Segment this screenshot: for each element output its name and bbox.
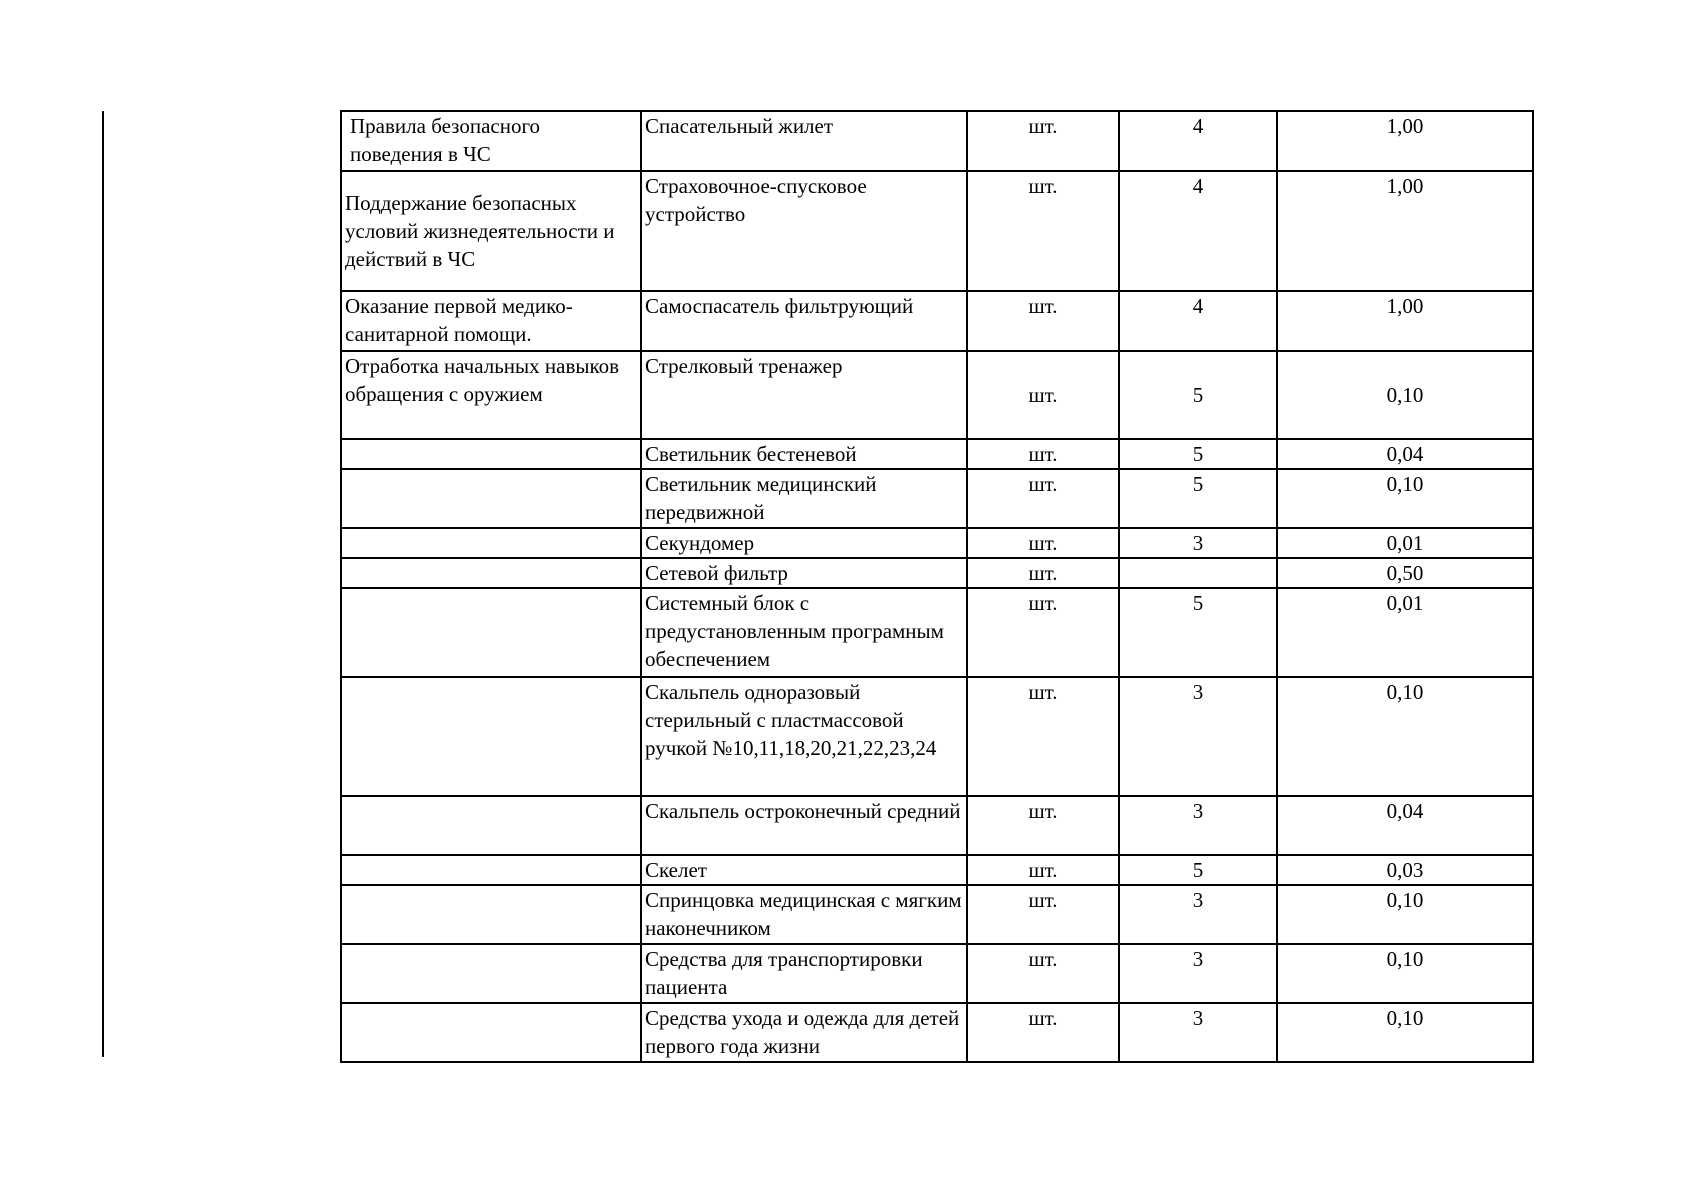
table-row bbox=[341, 351, 1533, 439]
item-cell: Скелет bbox=[641, 855, 967, 885]
unit-cell: шт. bbox=[967, 171, 1119, 291]
qty-cell: 3 bbox=[1119, 528, 1277, 558]
topic-cell bbox=[341, 855, 641, 885]
unit-cell: шт. bbox=[967, 588, 1119, 677]
item-cell: Стрелковый тренажер bbox=[641, 351, 967, 439]
topic-cell: Правила безопасного поведения в ЧС bbox=[341, 111, 641, 171]
topic-cell bbox=[341, 677, 641, 796]
qty-cell: 3 bbox=[1119, 796, 1277, 855]
qty-cell: 5 bbox=[1119, 469, 1277, 528]
coef-cell: 0,10 bbox=[1277, 885, 1533, 944]
qty-cell: 3 bbox=[1119, 885, 1277, 944]
coef-cell: 0,01 bbox=[1277, 528, 1533, 558]
table-row bbox=[341, 885, 1533, 944]
qty-cell: 4 bbox=[1119, 171, 1277, 291]
item-cell: Средства ухода и одежда для детей первого года жизни bbox=[641, 1003, 967, 1062]
coef-cell: 0,10 bbox=[1277, 351, 1533, 439]
topic-cell bbox=[341, 1003, 641, 1062]
topic-cell bbox=[341, 588, 641, 677]
coef-cell: 0,10 bbox=[1277, 469, 1533, 528]
qty-cell: 4 bbox=[1119, 111, 1277, 171]
item-cell: Спринцовка медицинская с мягким наконечником bbox=[641, 885, 967, 944]
qty-cell: 4 bbox=[1119, 291, 1277, 351]
table-row bbox=[341, 439, 1533, 469]
topic-cell bbox=[341, 469, 641, 528]
page-margin-line bbox=[102, 111, 104, 1057]
coef-cell: 0,10 bbox=[1277, 1003, 1533, 1062]
coef-cell: 0,50 bbox=[1277, 558, 1533, 588]
coef-cell: 0,04 bbox=[1277, 439, 1533, 469]
table-row bbox=[341, 677, 1533, 796]
item-cell: Светильник бестеневой bbox=[641, 439, 967, 469]
topic-cell: Оказание первой медико-санитарной помощи. bbox=[341, 291, 641, 351]
table-row bbox=[341, 1003, 1533, 1062]
equipment-table bbox=[340, 110, 1534, 1063]
table-row bbox=[341, 469, 1533, 528]
unit-cell: шт. bbox=[967, 855, 1119, 885]
item-cell: Средства для транспортировки пациента bbox=[641, 944, 967, 1003]
topic-cell bbox=[341, 885, 641, 944]
qty-cell: 3 bbox=[1119, 944, 1277, 1003]
topic-cell: Отработка начальных навыков обращения с оружием bbox=[341, 351, 641, 439]
item-cell: Спасательный жилет bbox=[641, 111, 967, 171]
qty-cell bbox=[1119, 558, 1277, 588]
coef-cell: 1,00 bbox=[1277, 111, 1533, 171]
item-cell: Самоспасатель фильтрующий bbox=[641, 291, 967, 351]
unit-cell: шт. bbox=[967, 469, 1119, 528]
topic-cell bbox=[341, 558, 641, 588]
qty-cell: 5 bbox=[1119, 855, 1277, 885]
table-row bbox=[341, 171, 1533, 291]
qty-cell: 5 bbox=[1119, 439, 1277, 469]
coef-cell: 0,03 bbox=[1277, 855, 1533, 885]
unit-cell: шт. bbox=[967, 558, 1119, 588]
topic-cell bbox=[341, 944, 641, 1003]
unit-cell: шт. bbox=[967, 885, 1119, 944]
table-row bbox=[341, 855, 1533, 885]
qty-cell: 3 bbox=[1119, 677, 1277, 796]
qty-cell: 3 bbox=[1119, 1003, 1277, 1062]
unit-cell: шт. bbox=[967, 439, 1119, 469]
unit-cell: шт. bbox=[967, 111, 1119, 171]
item-cell: Системный блок с предустановленным програмным обеспечением bbox=[641, 588, 967, 677]
table-row bbox=[341, 528, 1533, 558]
table-row bbox=[341, 796, 1533, 855]
qty-cell: 5 bbox=[1119, 351, 1277, 439]
unit-cell: шт. bbox=[967, 796, 1119, 855]
unit-cell: шт. bbox=[967, 351, 1119, 439]
coef-cell: 1,00 bbox=[1277, 171, 1533, 291]
item-cell: Скальпель одноразовый стерильный с пластмассовой ручкой №10,11,18,20,21,22,23,24 bbox=[641, 677, 967, 796]
coef-cell: 0,10 bbox=[1277, 944, 1533, 1003]
item-cell: Светильник медицинский передвижной bbox=[641, 469, 967, 528]
unit-cell: шт. bbox=[967, 677, 1119, 796]
topic-cell bbox=[341, 796, 641, 855]
coef-cell: 0,01 bbox=[1277, 588, 1533, 677]
item-cell: Секундомер bbox=[641, 528, 967, 558]
topic-cell bbox=[341, 528, 641, 558]
coef-cell: 0,10 bbox=[1277, 677, 1533, 796]
table-row bbox=[341, 588, 1533, 677]
unit-cell: шт. bbox=[967, 1003, 1119, 1062]
unit-cell: шт. bbox=[967, 528, 1119, 558]
item-cell: Сетевой фильтр bbox=[641, 558, 967, 588]
coef-cell: 1,00 bbox=[1277, 291, 1533, 351]
item-cell: Скальпель остроконечный средний bbox=[641, 796, 967, 855]
unit-cell: шт. bbox=[967, 291, 1119, 351]
table-row bbox=[341, 558, 1533, 588]
topic-cell bbox=[341, 439, 641, 469]
coef-cell: 0,04 bbox=[1277, 796, 1533, 855]
unit-cell: шт. bbox=[967, 944, 1119, 1003]
table-row bbox=[341, 944, 1533, 1003]
qty-cell: 5 bbox=[1119, 588, 1277, 677]
table-row bbox=[341, 291, 1533, 351]
item-cell: Страховочное-спусковое устройство bbox=[641, 171, 967, 291]
table-row bbox=[341, 111, 1533, 171]
topic-cell: Поддержание безопасных условий жизнедеятельности и действий в ЧС bbox=[341, 171, 641, 291]
